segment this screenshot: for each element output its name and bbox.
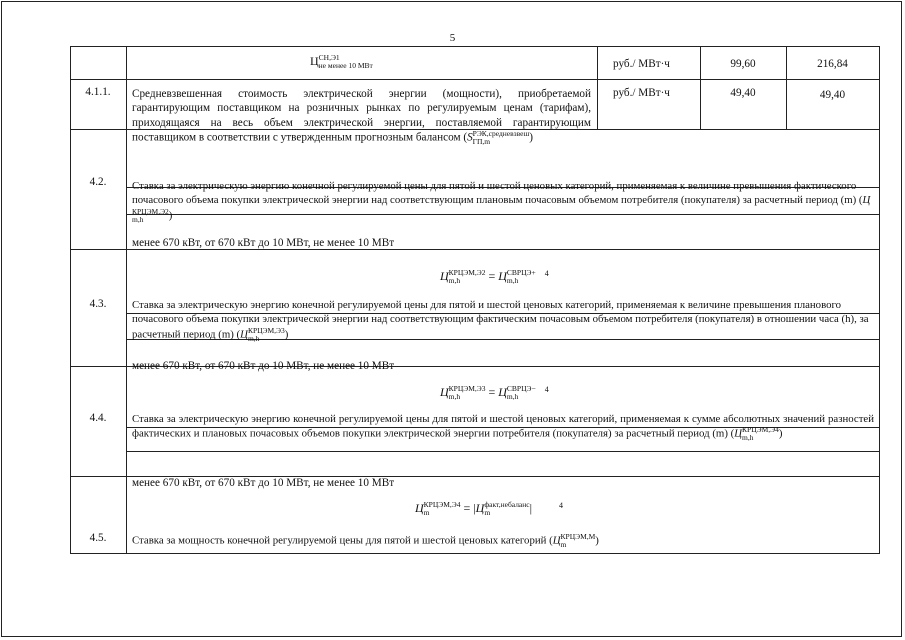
row-description: Ставка за мощность конечной регулируемой цены для пятой и шестой ценовых категорий (Ц КРЦЭМ,М m ) — [132, 532, 599, 549]
voltage-levels: менее 670 кВт, от 670 кВт до 10 МВт, не менее 10 МВт — [132, 477, 395, 489]
row-number: 4.1.1. — [85, 86, 111, 98]
row-number: 4.3. — [89, 298, 107, 310]
page-number: 5 — [449, 32, 456, 44]
formula-e4: Ц КРЦЭМ,Э4 m = |Ц факт,небаланс m | $^4$ — [415, 500, 564, 518]
row-number: 4.5. — [89, 532, 107, 544]
unit-cell: руб./ МВт·ч — [613, 58, 670, 70]
voltage-levels: менее 670 кВт, от 670 кВт до 10 МВт, не менее 10 МВт — [132, 360, 395, 372]
formula-e3: Ц КРЦЭМ,Э3 m,h = Ц СВРЦЭ− m,h $^4$ — [440, 384, 549, 402]
unit-cell: руб./ МВт·ч — [613, 87, 670, 99]
row-description: Ставка за электрическую энергию конечной регулируемой цены для пятой и шестой ценовых категорий, применяемая к величине превышения планового почасового объема покупки электрической энергии над соответствующим фактическим почасовым объемом потребителя (покупателя) в отношении часа (h), за расчетный период (m) (Ц КРЦЭМ,Э3 m,h ) — [132, 299, 869, 343]
value-cell-1: 99,60 — [730, 58, 756, 70]
row-line — [70, 553, 880, 554]
value-cell-2: 49,40 — [819, 89, 846, 101]
row-description: Средневзвешенная стоимость электрической энергии (мощности), приобретаемой гарантирующим поставщиком на розничных рынках по регулируемым ценам (тарифам), приходящаяся на весь объем электрической энергии, поставляемой гарантирующим поставщиком в соответствии с утвержденным прогнозным балансом (S РЭК,средневзвеш ГП,m ) — [132, 88, 591, 146]
value-cell-2: 216,84 — [817, 58, 848, 70]
col-divider-unit — [597, 46, 598, 129]
row-line — [70, 79, 880, 80]
row-number: 4.4. — [89, 412, 107, 424]
row-description: Ставка за электрическую энергию конечной регулируемой цены для пятой и шестой ценовых категорий, применяемая к сумме абсолютных значений разностей фактических и плановых почасовых объемов покупки электрической энергии потребителя (покупателя) за расчетный период (m) (Ц КРЦЭМ,Э4 m,h ) — [132, 413, 874, 443]
formula-e2: Ц КРЦЭМ,Э2 m,h = Ц СВРЦЭ+ m,h $^4$ — [440, 268, 549, 286]
row-line — [126, 451, 880, 452]
row-description: Ставка за электрическую энергию конечной регулируемой цены для пятой и шестой ценовых категорий, применяемая к величине превышения фактического почасового объема покупки электрической энергии над соответствующим плановым почасовым объемом потребителя (покупателя) за расчетный период (m) (Ц КРЦЭМ,Э2 m,h ) — [132, 180, 871, 224]
row-line — [70, 46, 880, 47]
value-cell-1: 49,40 — [730, 87, 756, 99]
formula-tariff-over-10mw: Ц СН,Э1 не менее 10 МВт — [310, 53, 373, 71]
row-number: 4.2. — [89, 176, 107, 188]
voltage-levels: менее 670 кВт, от 670 кВт до 10 МВт, не менее 10 МВт — [132, 237, 395, 249]
tariff-table — [70, 46, 880, 556]
